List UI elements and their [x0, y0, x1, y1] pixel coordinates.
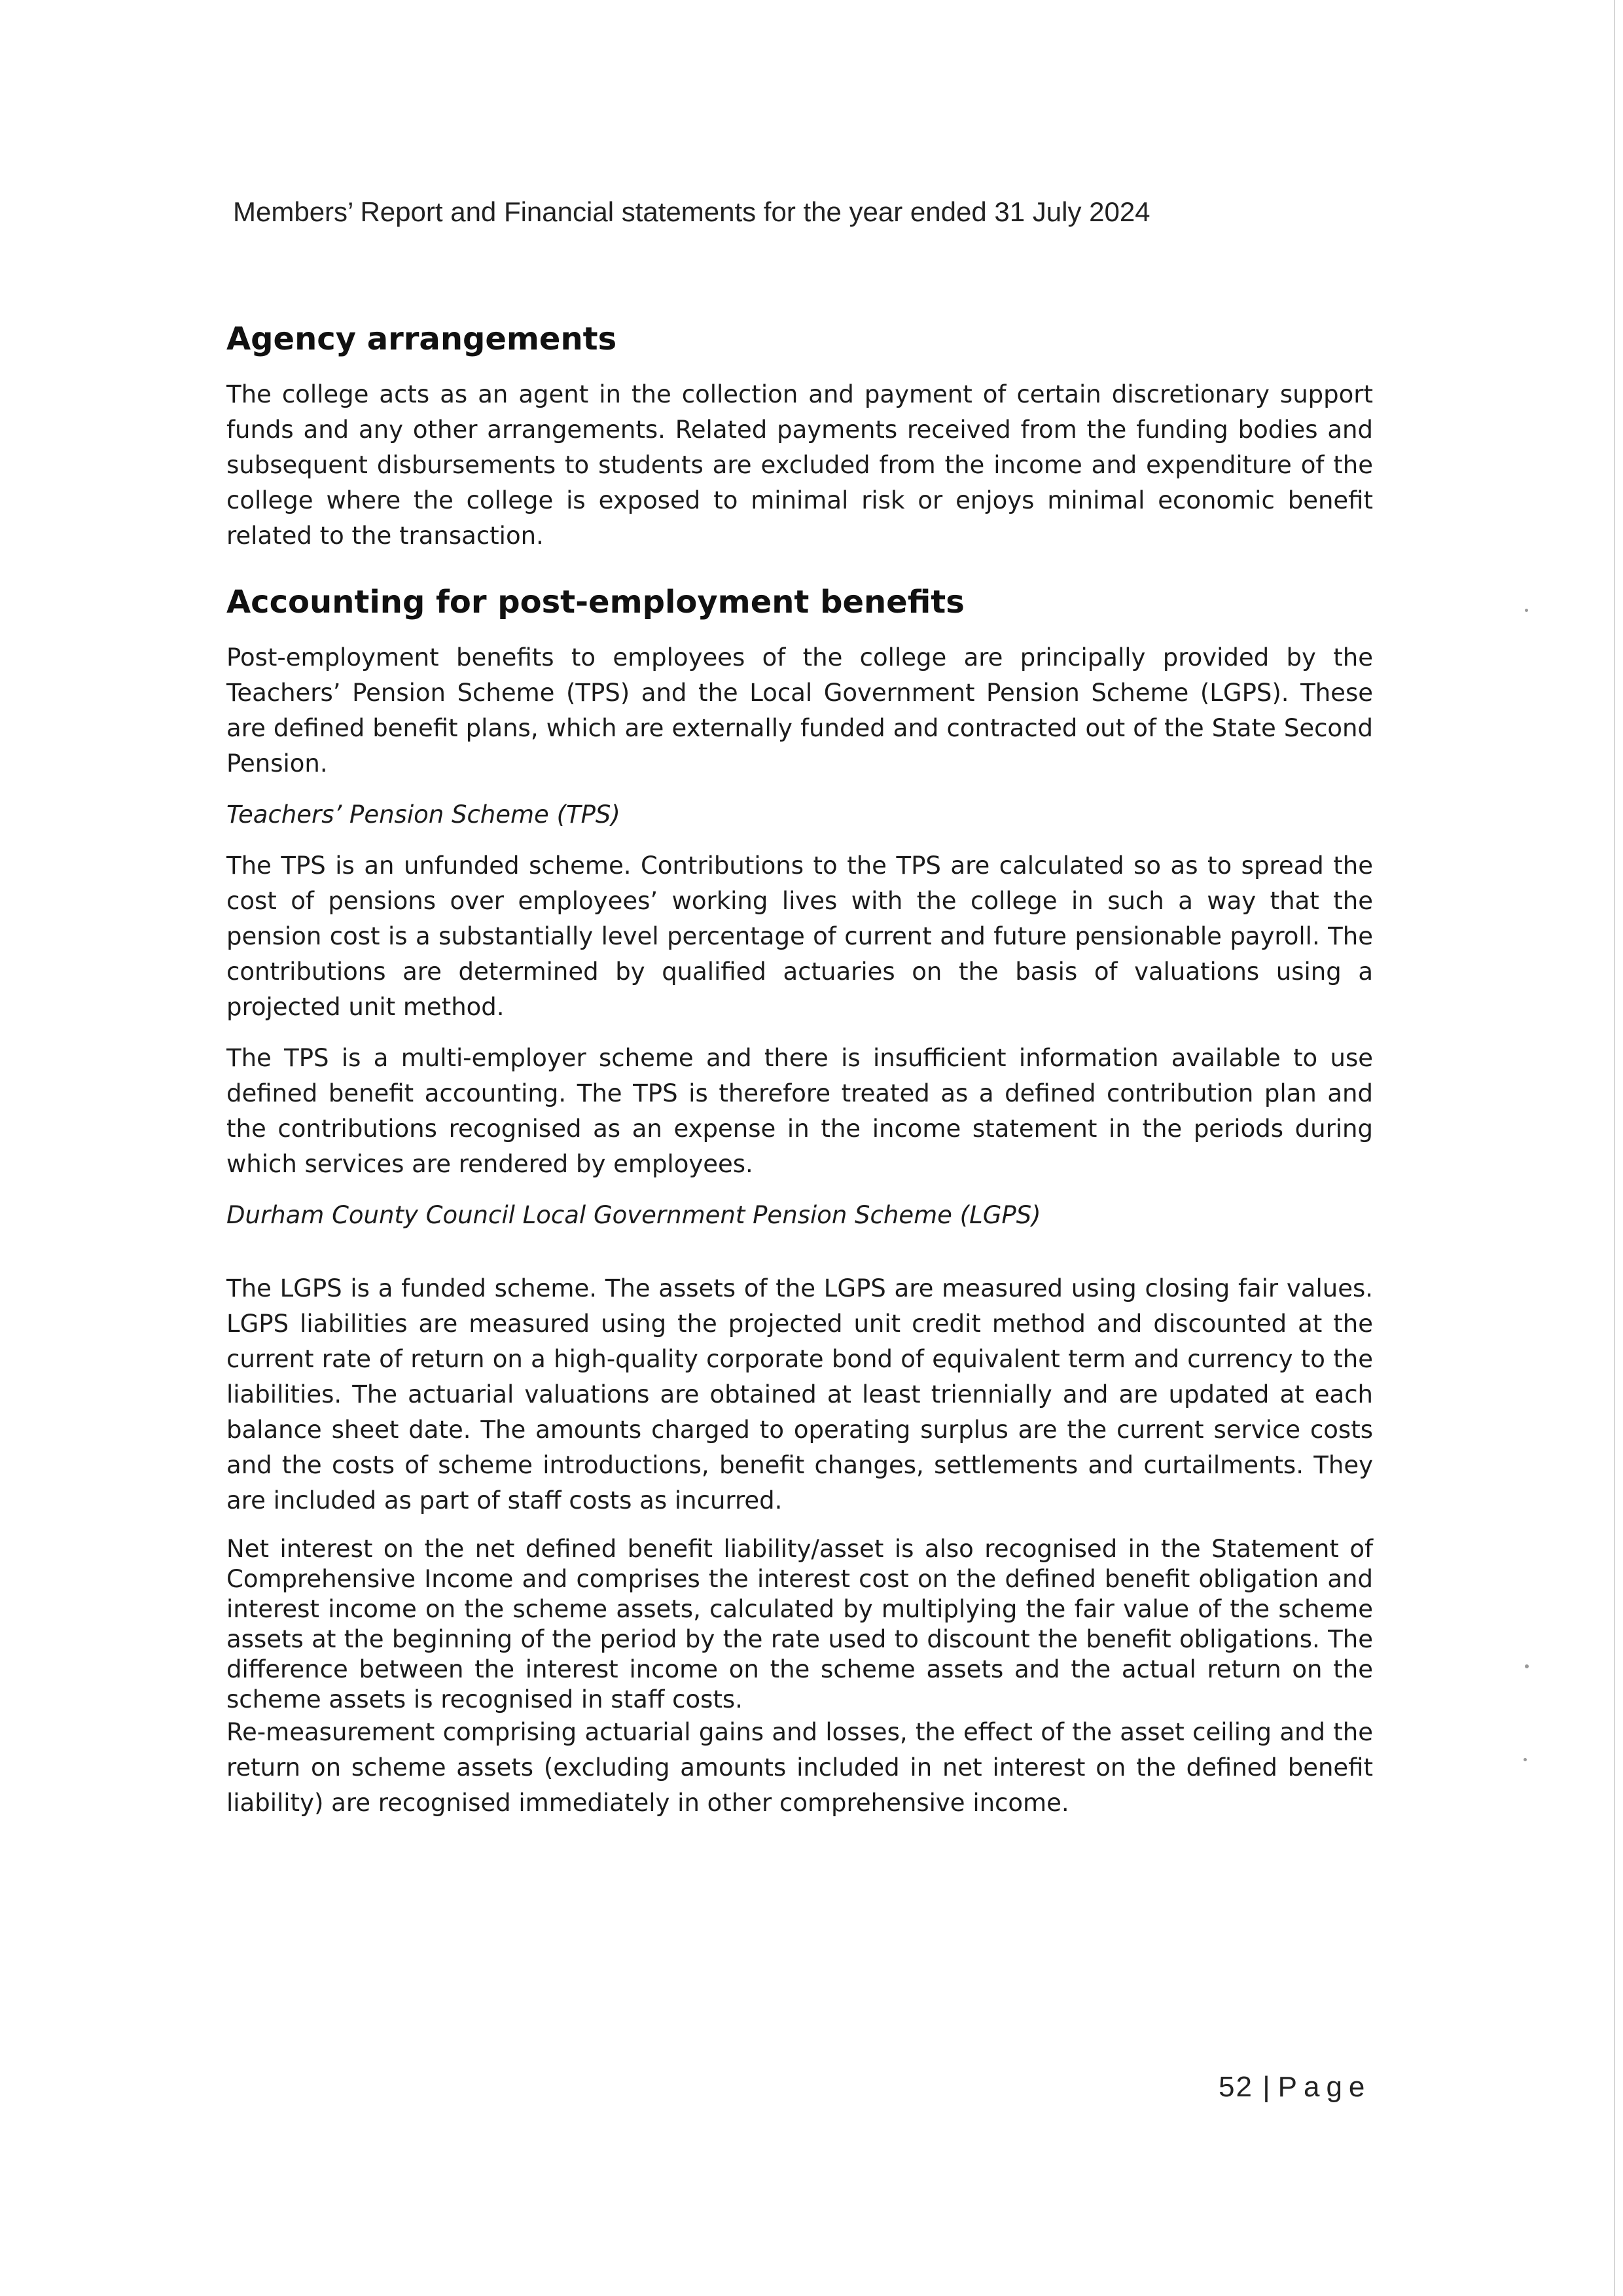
paragraph-agency: The college acts as an agent in the collection and payment of certain discretionary support funds and any other arrangements. Related payments received from the funding bodies and subsequent disbursements to students are excluded from the income and expenditure of the college where the college is exposed to minimal risk or enjoys minimal economic benefit related to the transaction. [226, 380, 1373, 550]
page-number [1219, 2071, 1371, 2104]
paragraph-tps-1: The TPS is an unfunded scheme. Contributions to the TPS are calculated so as to spread the cost of pensions over employees’ working lives with the college in such a way that the pension cost is a substantially level percentage of current and future pensionable payroll. The contributions are determined by qualified actuaries on the basis of valuations using a projected unit method. [226, 852, 1373, 1021]
section-post-employment-benefits [226, 583, 1373, 1821]
scan-speck [1525, 1664, 1529, 1668]
paragraph-tps-2: The TPS is a multi-employer scheme and there is insufficient information available to use defined benefit accounting. The TPS is therefore treated as a defined contribution plan and the contributions recognised as an expense in the income statement in the periods during which services are rendered by employees. [226, 1044, 1373, 1178]
paragraph-lgps-1: The LGPS is a funded scheme. The assets of the LGPS are measured using closing fair values. LGPS liabilities are measured using the projected unit credit method and discounted at the current rate of return on a high-quality corporate bond of equivalent term and currency to the liabilities. The actuarial valuations are obtained at least triennially and are updated at each balance sheet date. The amounts charged to operating surplus are the current service costs and the costs of scheme introductions, benefit changes, settlements and curtailments. They are included as part of staff costs as incurred. [226, 1274, 1373, 1515]
page-number-separator: | [1262, 2071, 1272, 2103]
scan-speck [1524, 1758, 1527, 1761]
subheading-lgps: Durham County Council Local Government Pension Scheme (LGPS) [226, 1201, 1041, 1229]
section-agency-arrangements [226, 319, 1373, 554]
running-header: Members’ Report and Financial statements for the year ended 31 July 2024 [233, 196, 1150, 227]
paragraph-post-employment-intro: Post-employment benefits to employees of the college are principally provided by the Teachers’ Pension Scheme (TPS) and the Local Government Pension Scheme (LGPS). These are defined benefit plans, which are externally funded and contracted out of the State Second Pension. [226, 643, 1373, 778]
page-number-label: Page [1277, 2071, 1372, 2103]
page-number-value: 52 [1219, 2071, 1253, 2103]
heading-post-employment-benefits: Accounting for post-employment benefits [226, 584, 965, 620]
paragraph-lgps-2: Net interest on the net defined benefit liability/asset is also recognised in the Statement of Comprehensive Income and comprises the interest cost on the defined benefit obligation and interest income on the scheme assets, calculated by multiplying the fair value of the scheme assets at the beginning of the period by the rate used to discount the benefit obligations. The difference between the interest income on the scheme assets and the actual return on the scheme assets is recognised in staff costs. [226, 1535, 1373, 1713]
subheading-tps: Teachers’ Pension Scheme (TPS) [226, 800, 620, 829]
heading-agency-arrangements: Agency arrangements [226, 321, 617, 357]
page-body [226, 319, 1373, 1837]
scan-speck [1525, 609, 1528, 612]
scan-edge-line [1614, 0, 1615, 2296]
paragraph-lgps-3: Re-measurement comprising actuarial gains and losses, the effect of the asset ceiling and the return on scheme assets (excluding amounts included in net interest on the defined benefit liability) are recognised immediately in other comprehensive income. [226, 1718, 1373, 1817]
